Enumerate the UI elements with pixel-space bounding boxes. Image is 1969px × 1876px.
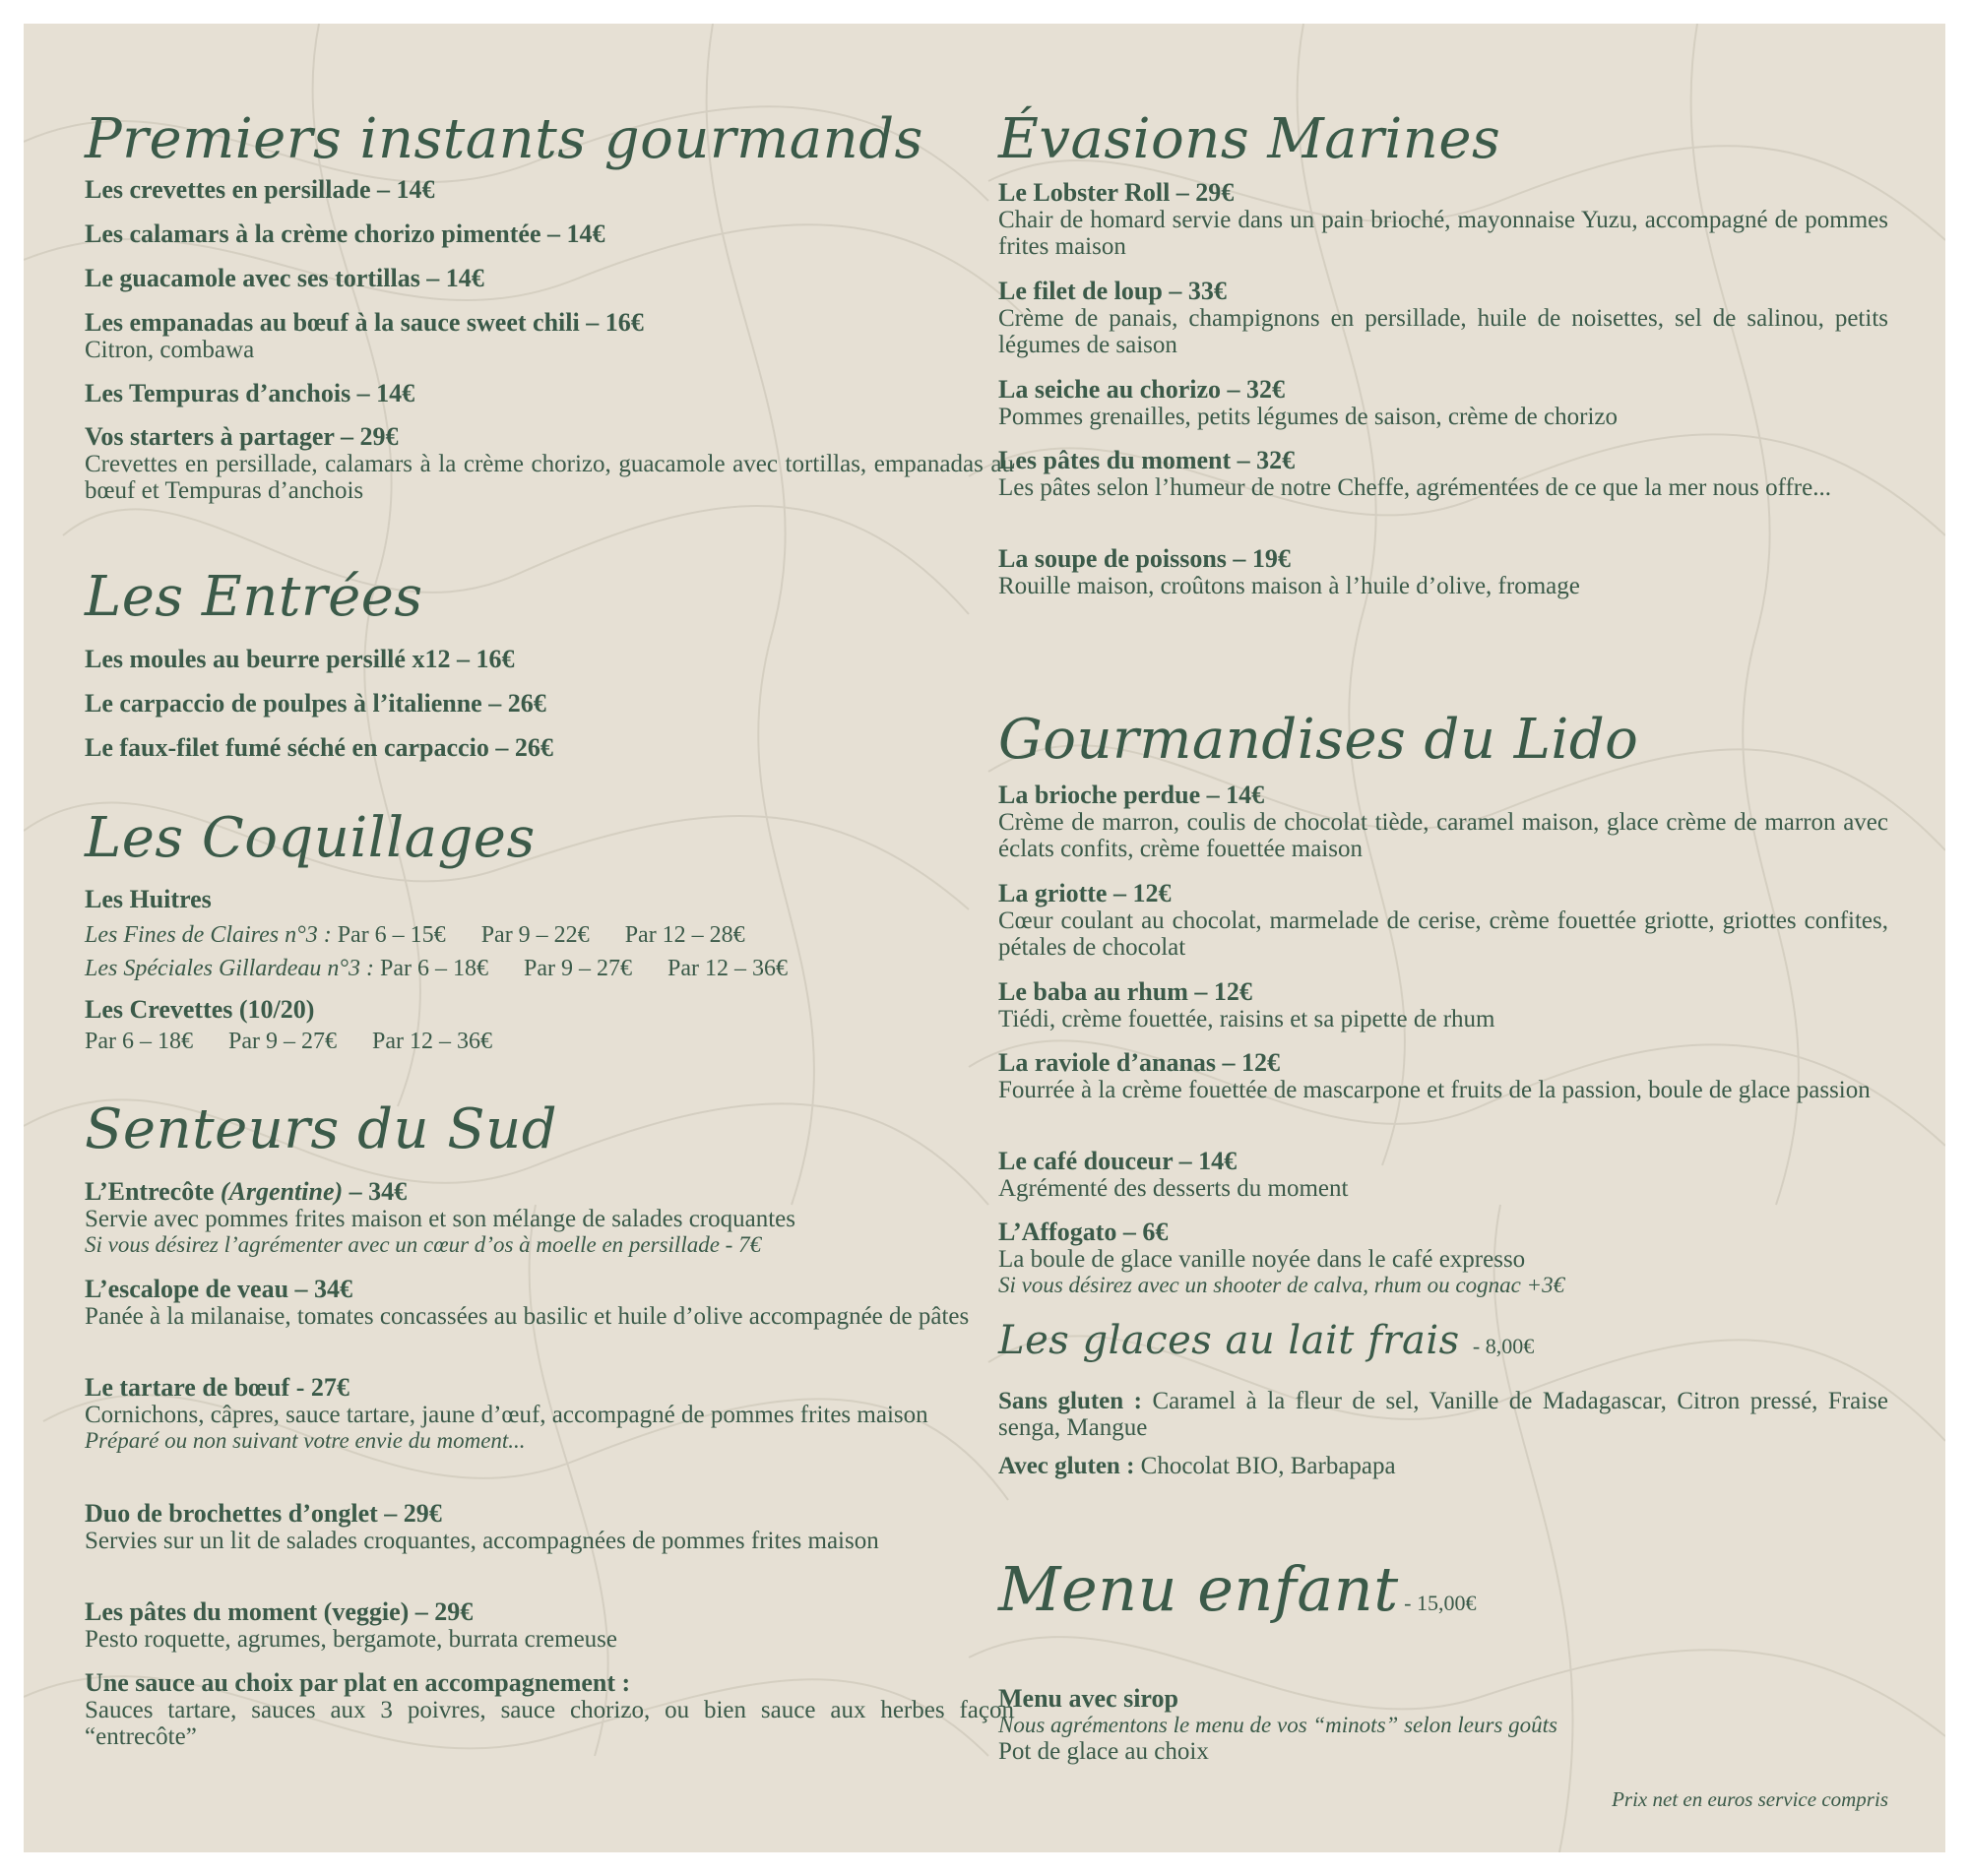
item-title: Le faux-filet fumé séché en carpaccio – 26€ [85, 733, 553, 762]
menu-item [85, 220, 1014, 248]
item-title: La soupe de poissons – 19€ [998, 544, 1291, 573]
flavor-group-label: Avec gluten : [998, 1453, 1141, 1479]
item-description: Rouille maison, croûtons maison à l’huile d’olive, fromage [998, 573, 1580, 599]
menu-item [998, 978, 1888, 1032]
item-description: Panée à la milanaise, tomates concassées au basilic et huile d’olive accompagnée de pâtes [85, 1303, 970, 1330]
item-description: Cornichons, câpres, sauce tartare, jaune d’œuf, accompagné de pommes frites maison [85, 1402, 928, 1428]
item-title: Le café douceur – 14€ [998, 1147, 1238, 1175]
item-title: Duo de brochettes d’onglet – 29€ [85, 1499, 442, 1528]
section-title-gourmandises: Gourmandises du Lido [998, 708, 1639, 772]
section-title-glaces: Les glaces au lait frais - 8,00€ [998, 1318, 1535, 1363]
section-title-senteurs: Senteurs du Sud [85, 1097, 558, 1161]
menu-item [998, 278, 1888, 358]
ice-cream-flavors: Sans gluten : Caramel à la fleur de sel, Vanille de Madagascar, Citron pressé, Fraise senga, Mangue [998, 1388, 1888, 1441]
item-title: Le guacamole avec ses tortillas – 14€ [85, 264, 484, 292]
item-title: La seiche au chorizo – 32€ [998, 375, 1286, 404]
menu-item [998, 1049, 1888, 1103]
item-note: Si vous désirez l’agrémenter avec un cœur d’os à moelle en persillade - 7€ [85, 1232, 762, 1257]
item-description: Agrémenté des desserts du moment [998, 1175, 1349, 1202]
price-option: Par 6 – 15€ [337, 922, 446, 948]
menu-item [85, 996, 1014, 1024]
section-title-marines: Évasions Marines [998, 107, 1501, 171]
menu-page [24, 24, 1945, 1852]
item-description: Tiédi, crème fouettée, raisins et sa pipette de rhum [998, 1006, 1495, 1032]
item-title: Menu avec sirop [998, 1684, 1178, 1713]
oyster-variety: Les Fines de Claires n°3 : [85, 922, 338, 948]
menu-item [85, 1598, 1014, 1653]
menu-item [998, 545, 1888, 599]
menu-item [998, 782, 1888, 862]
menu-item [85, 1500, 1014, 1554]
price-option: Par 12 – 36€ [372, 1029, 492, 1054]
menu-item [85, 734, 1014, 762]
item-title: La raviole d’ananas – 12€ [998, 1048, 1281, 1077]
item-title: Les Crevettes (10/20) [85, 995, 315, 1024]
menu-item [85, 380, 1014, 407]
item-title: Une sauce au choix par plat en accompagnement : [85, 1668, 631, 1697]
item-title: L’escalope de veau – 34€ [85, 1275, 353, 1303]
price-footnote: Prix net en euros service compris [1612, 1787, 1888, 1811]
price-option: Par 6 – 18€ [380, 956, 488, 981]
item-title: Les Tempuras d’anchois – 14€ [85, 379, 415, 407]
menu-item [998, 1219, 1888, 1298]
item-description: Fourrée à la crème fouettée de mascarpone et fruits de la passion, boule de glace passion [998, 1077, 1871, 1103]
item-title: Les calamars à la crème chorizo pimentée – 14€ [85, 219, 605, 248]
menu-item [85, 176, 1014, 204]
menu-item [85, 1276, 1014, 1330]
shrimp-price-row [85, 1028, 492, 1055]
price-option: Par 9 – 22€ [480, 922, 590, 948]
price-option: Par 9 – 27€ [228, 1029, 337, 1054]
item-title: Le tartare de bœuf - 27€ [85, 1373, 349, 1402]
menu-item [998, 880, 1888, 961]
item-description: Crème de panais, champignons en persillade, huile de noisettes, sel de salinou, petits légumes de saison [998, 305, 1888, 358]
menu-item [85, 1178, 1014, 1258]
oyster-price-row [85, 921, 745, 949]
menu-item [85, 646, 1014, 673]
flavor-group-label: Sans gluten : [998, 1388, 1153, 1414]
item-description: Les pâtes selon l’humeur de notre Cheffe, agrémentées de ce que la mer nous offre... [998, 474, 1831, 501]
menu-item [85, 265, 1014, 292]
item-description: Pesto roquette, agrumes, bergamote, burrata cremeuse [85, 1626, 618, 1653]
price-option: Par 12 – 28€ [624, 922, 745, 948]
oyster-price-row [85, 955, 788, 982]
item-title: Les crevettes en persillade – 14€ [85, 175, 435, 204]
item-title: Le baba au rhum – 12€ [998, 977, 1252, 1006]
menu-item [85, 886, 1014, 913]
ice-cream-flavors: Avec gluten : Chocolat BIO, Barbapapa [998, 1453, 1396, 1479]
item-note: Si vous désirez avec un shooter de calva, rhum ou cognac +3€ [998, 1273, 1565, 1297]
price-option: Par 12 – 36€ [667, 956, 788, 981]
item-title: Les Huitres [85, 885, 212, 913]
item-description: Pot de glace au choix [998, 1738, 1209, 1765]
item-description: Cœur coulant au chocolat, marmelade de cerise, crème fouettée griotte, griottes confites, pétales de chocolat [998, 907, 1888, 961]
item-title: Les moules au beurre persillé x12 – 16€ [85, 645, 515, 673]
menu-item [85, 1374, 1014, 1454]
item-note: Nous agrémentons le menu de vos “minots” selon leurs goûts [998, 1713, 1557, 1737]
price-option: Par 6 – 18€ [85, 1029, 193, 1054]
item-title: Le filet de loup – 33€ [998, 277, 1227, 305]
glaces-price: - 8,00€ [1472, 1334, 1535, 1358]
menu-item [85, 690, 1014, 718]
section-title-entrees: Les Entrées [85, 565, 423, 629]
menu-item [998, 1148, 1888, 1202]
item-description: Servies sur un lit de salades croquantes, accompagnées de pommes frites maison [85, 1528, 879, 1554]
item-title: Les pâtes du moment (veggie) – 29€ [85, 1597, 474, 1626]
menu-item [85, 1669, 1014, 1750]
item-title: Les empanadas au bœuf à la sauce sweet chili – 16€ [85, 308, 644, 337]
item-description: La boule de glace vanille noyée dans le café expresso [998, 1246, 1526, 1273]
item-description: Citron, combawa [85, 337, 255, 363]
menu-item [998, 376, 1888, 430]
menu-item [85, 309, 1014, 363]
oyster-variety: Les Spéciales Gillardeau n°3 : [85, 956, 380, 981]
menu-item [998, 447, 1888, 501]
item-title: Le carpaccio de poulpes à l’italienne – 26€ [85, 689, 546, 718]
item-description: Crevettes en persillade, calamars à la crème chorizo, guacamole avec tortillas, empanadas au bœuf et Tempuras d’anchois [85, 451, 1014, 504]
section-title-coquillages: Les Coquillages [85, 806, 536, 870]
menu-item [998, 179, 1888, 260]
item-description: Servie avec pommes frites maison et son mélange de salades croquantes [85, 1206, 795, 1232]
item-title: La brioche perdue – 14€ [998, 781, 1265, 809]
section-title-premiers: Premiers instants gourmands [85, 107, 923, 171]
item-description: Sauces tartare, sauces aux 3 poivres, sauce chorizo, ou bien sauce aux herbes façon “entrecôte” [85, 1697, 1014, 1750]
item-title: Le Lobster Roll – 29€ [998, 178, 1235, 207]
item-title: L’Entrecôte (Argentine) – 34€ [85, 1177, 408, 1206]
item-description: Crème de marron, coulis de chocolat tiède, caramel maison, glace crème de marron avec éclats confits, crème fouettée maison [998, 809, 1888, 862]
item-description: Pommes grenailles, petits légumes de saison, crème de chorizo [998, 404, 1618, 430]
item-description: Chair de homard servie dans un pain brioché, mayonnaise Yuzu, accompagné de pommes frites maison [998, 207, 1888, 260]
item-title: Les pâtes du moment – 32€ [998, 446, 1296, 474]
item-title: Vos starters à partager – 29€ [85, 422, 399, 451]
item-note: Préparé ou non suivant votre envie du moment... [85, 1428, 526, 1453]
menu-item [998, 1685, 1888, 1765]
item-title: L’Affogato – 6€ [998, 1218, 1169, 1246]
menu-item [85, 423, 1014, 504]
enfant-price: - 15,00€ [1398, 1591, 1477, 1615]
section-title-enfant: Menu enfant - 15,00€ [998, 1553, 1477, 1625]
price-option: Par 9 – 27€ [524, 956, 632, 981]
item-title: La griotte – 12€ [998, 879, 1172, 907]
